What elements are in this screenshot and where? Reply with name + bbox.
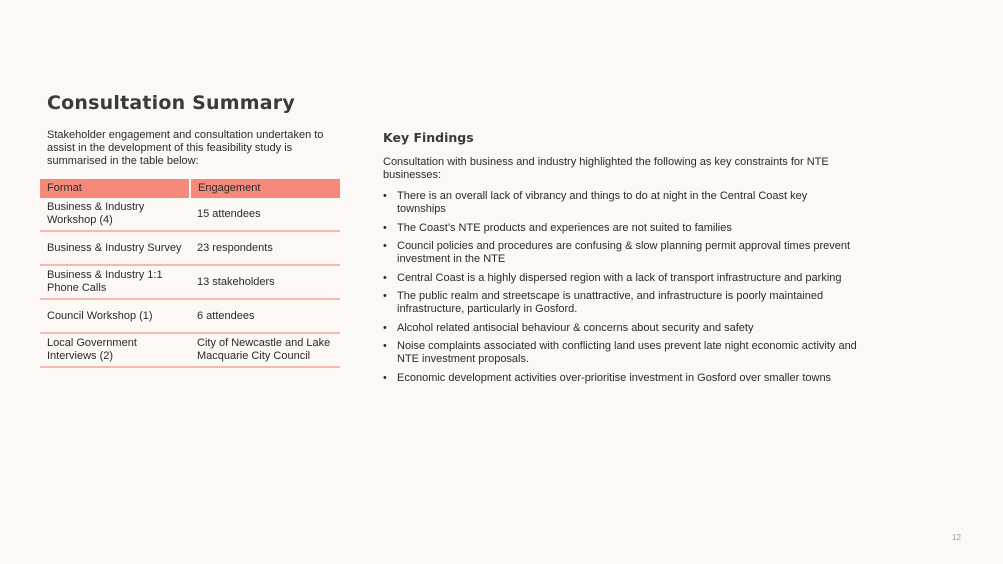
header-engagement: Engagement: [190, 179, 340, 198]
key-findings-intro: Consultation with business and industry highlighted the following as key constraints for NTE businesses:: [383, 156, 829, 181]
table-row: [40, 198, 340, 231]
table-row: [40, 333, 340, 367]
key-findings-list: [383, 190, 858, 390]
list-item: • Council policies and procedures are confusing & slow planning permit approval times prevent investment in the NTE: [383, 240, 858, 266]
table-row: [40, 265, 340, 299]
page-title: Consultation Summary: [47, 92, 295, 114]
page-number: 12: [952, 533, 961, 542]
cell-engagement: City of Newcastle and Lake Macquarie City Council: [190, 333, 340, 367]
consultation-table: [40, 179, 340, 368]
cell-format: Council Workshop (1): [40, 299, 190, 333]
table-header-row: [40, 179, 340, 198]
table-row: [40, 231, 340, 265]
key-findings-title: Key Findings: [383, 130, 474, 145]
list-item: • Noise complaints associated with conflicting land uses prevent late night economic activity and NTE investment proposals.: [383, 340, 858, 366]
cell-engagement: 15 attendees: [190, 198, 340, 231]
cell-format: Business & Industry 1:1 Phone Calls: [40, 265, 190, 299]
table-row: [40, 299, 340, 333]
cell-format: Local Government Interviews (2): [40, 333, 190, 367]
cell-format: Business & Industry Workshop (4): [40, 198, 190, 231]
list-item: • Central Coast is a highly dispersed region with a lack of transport infrastructure and parking: [383, 272, 858, 285]
cell-format: Business & Industry Survey: [40, 231, 190, 265]
cell-engagement: 6 attendees: [190, 299, 340, 333]
list-item: • Alcohol related antisocial behaviour & concerns about security and safety: [383, 322, 858, 335]
cell-engagement: 23 respondents: [190, 231, 340, 265]
cell-engagement: 13 stakeholders: [190, 265, 340, 299]
header-format: Format: [40, 179, 190, 198]
intro-text: Stakeholder engagement and consultation undertaken to assist in the development of this feasibility study is summarised in the table below:: [47, 129, 324, 167]
list-item: • The public realm and streetscape is unattractive, and infrastructure is poorly maintained infrastructure, particularly in Gosford.: [383, 290, 858, 316]
list-item: • Economic development activities over-prioritise investment in Gosford over smaller towns: [383, 372, 858, 385]
list-item: • There is an overall lack of vibrancy and things to do at night in the Central Coast key townships: [383, 190, 858, 216]
list-item: • The Coast’s NTE products and experiences are not suited to families: [383, 222, 858, 235]
